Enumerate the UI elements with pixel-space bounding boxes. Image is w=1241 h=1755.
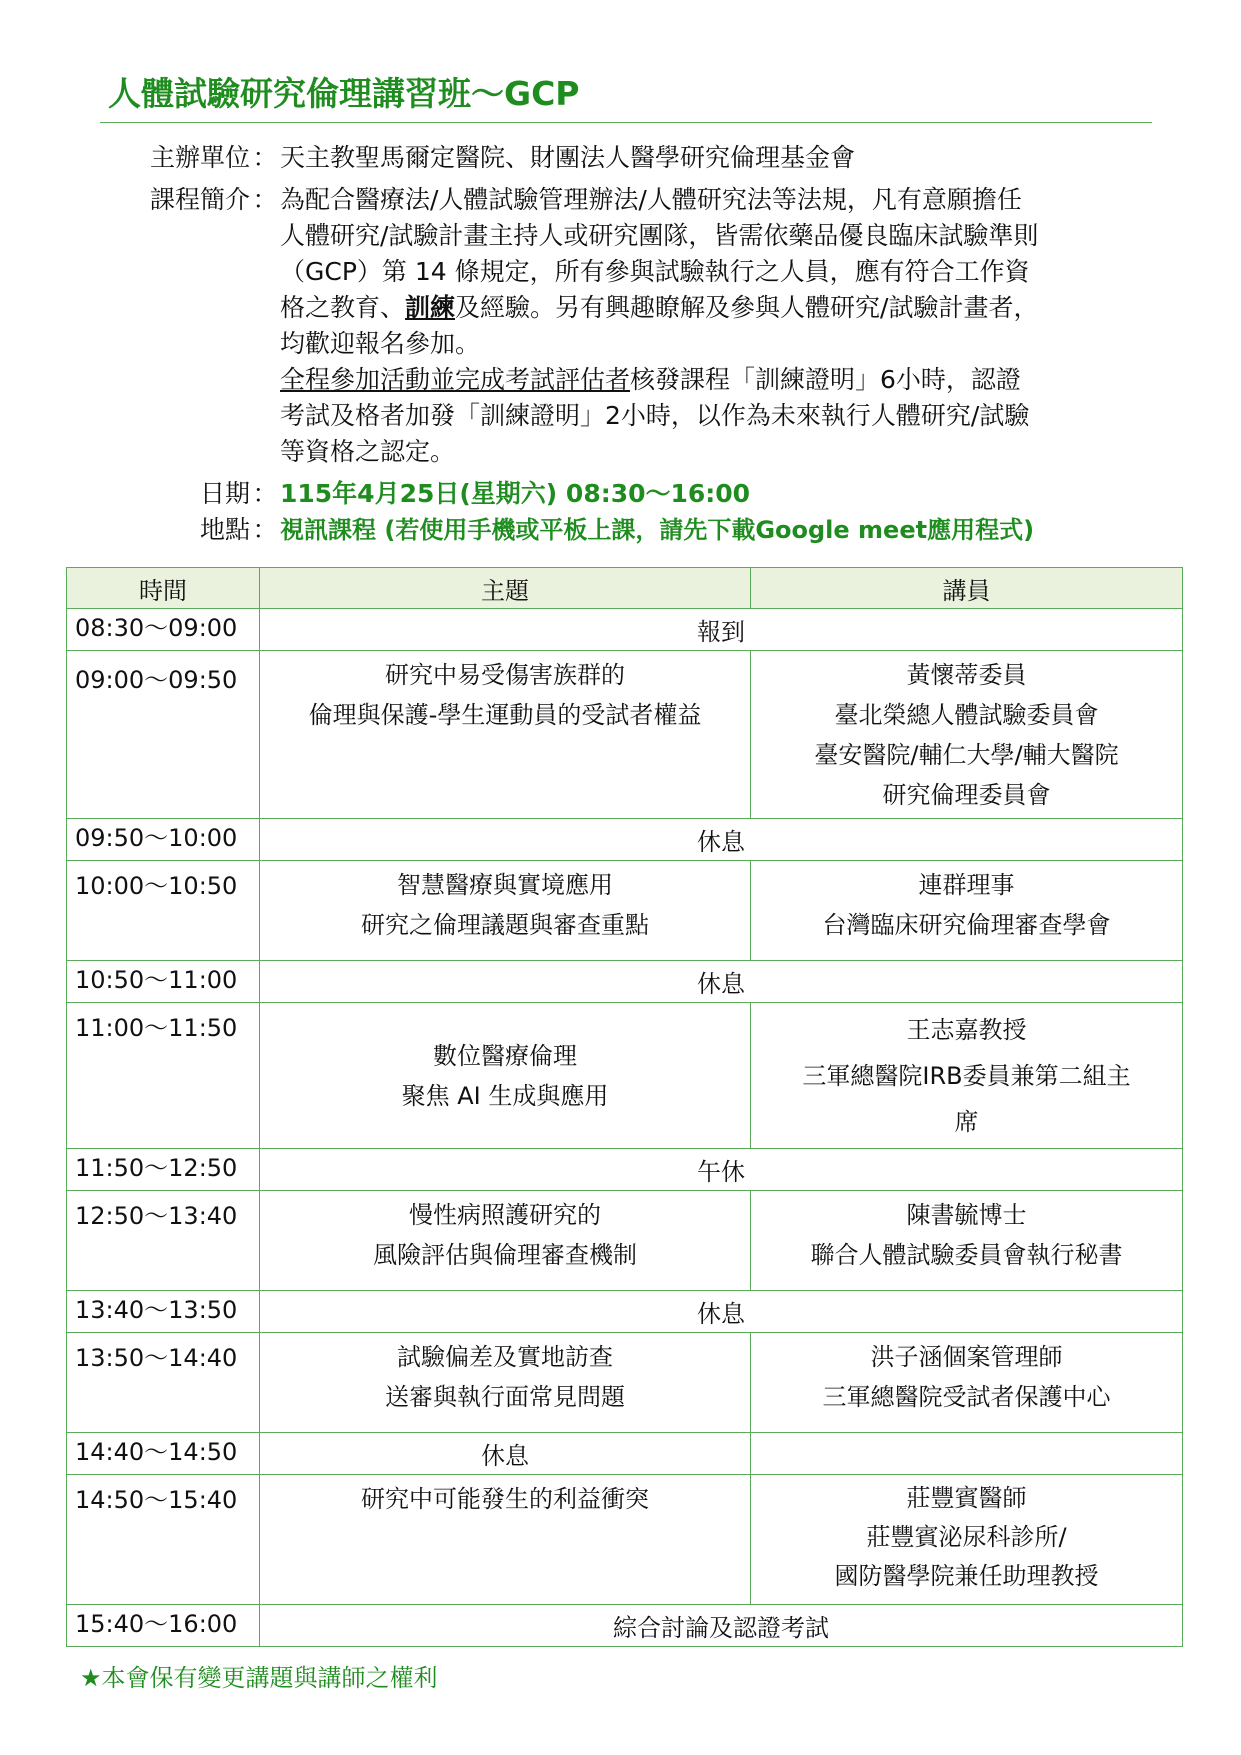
speaker-line: 洪子涵個案管理師: [870, 1343, 1063, 1371]
speaker-cell: [751, 1333, 1183, 1433]
table-row: [67, 1475, 1183, 1605]
topic-cell: 研究中可能發生的利益衝突: [260, 1475, 751, 1605]
table-row: [67, 861, 1183, 961]
table-row: [67, 1291, 1183, 1333]
topic-cell: [260, 651, 751, 819]
time-cell: 13:50～14:40: [67, 1333, 260, 1433]
intro-text-part: 格之教育、: [280, 293, 406, 322]
intro-label: 課程簡介: [149, 185, 250, 214]
speaker-cell: [751, 1003, 1183, 1149]
footnote: ★本會保有變更講題與講師之權利: [80, 1664, 438, 1692]
intro-line: （GCP）第 14 條規定，所有參與試驗執行之人員，應有符合工作資: [280, 257, 1030, 286]
speaker-cell: [751, 1191, 1183, 1291]
topic-line: 數位醫療倫理: [433, 1041, 577, 1070]
header-topic: 主題: [260, 568, 751, 609]
speaker-line: 陳書毓博士: [906, 1201, 1027, 1229]
intro-row: [100, 182, 1160, 470]
training-emphasis: 訓練: [405, 293, 456, 322]
speaker-cell: [751, 1433, 1183, 1475]
cert-text-part: 核發課程「訓練證明」6小時，認證: [630, 365, 1021, 394]
venue-value: 視訊課程 (若使用手機或平板上課，請先下載Google meet應用程式): [280, 516, 1035, 544]
speaker-line: 王志嘉教授: [906, 1015, 1027, 1044]
speaker-line: 三軍總醫院受試者保護中心: [822, 1383, 1111, 1411]
colon: ：: [252, 143, 278, 172]
time-cell: 09:50～10:00: [67, 819, 260, 861]
topic-line: 智慧醫療與實境應用: [397, 871, 613, 899]
speaker-line: 臺安醫院/輔仁大學/輔大醫院: [814, 741, 1119, 769]
header-speaker: 講員: [751, 568, 1183, 609]
intro-line: 均歡迎報名參加。: [280, 329, 481, 358]
table-row: [67, 819, 1183, 861]
course-info: [100, 140, 1160, 548]
time-cell: 12:50～13:40: [67, 1191, 260, 1291]
event-cell: 休息: [260, 961, 1183, 1003]
schedule-table: [66, 567, 1183, 1647]
speaker-line: 黃懷蒂委員: [906, 661, 1027, 689]
time-cell: 13:40～13:50: [67, 1291, 260, 1333]
event-cell: 休息: [260, 1291, 1183, 1333]
speaker-line: 席: [954, 1107, 979, 1136]
time-cell: 09:00～09:50: [67, 651, 260, 819]
colon: ：: [252, 479, 278, 508]
speaker-line: 國防醫學院兼任助理教授: [834, 1562, 1099, 1590]
speaker-line: 臺北榮總人體試驗委員會: [834, 701, 1099, 729]
table-row: [67, 1149, 1183, 1191]
venue-row: [100, 512, 1160, 548]
speaker-cell: [751, 1475, 1183, 1605]
table-row: [67, 651, 1183, 819]
header-time: 時間: [67, 568, 260, 609]
topic-line: 研究中易受傷害族群的: [385, 661, 625, 689]
topic-cell: [260, 1003, 751, 1149]
topic-line: 倫理與保護-學生運動員的受試者權益: [308, 701, 702, 729]
table-row: [67, 961, 1183, 1003]
time-cell: 14:40～14:50: [67, 1433, 260, 1475]
cert-line: [280, 362, 1160, 398]
intro-text-part: 及經驗。另有興趣瞭解及參與人體研究/試驗計畫者，: [455, 293, 1039, 322]
table-row: [67, 1191, 1183, 1291]
speaker-line: 莊豐賓泌尿科診所/: [866, 1523, 1067, 1551]
speaker-line: 台灣臨床研究倫理審查學會: [822, 911, 1111, 939]
date-row: [100, 476, 1160, 512]
time-cell: 14:50～15:40: [67, 1475, 260, 1605]
topic-line: 試驗偏差及實地訪查: [397, 1343, 613, 1371]
topic-line: 慢性病照護研究的: [409, 1201, 601, 1229]
speaker-line: 莊豐賓醫師: [906, 1484, 1027, 1512]
topic-line: 送審與執行面常見問題: [385, 1383, 625, 1411]
table-header-row: [67, 568, 1183, 609]
table-row: [67, 1433, 1183, 1475]
colon: ：: [252, 515, 278, 544]
topic-line: 風險評估與倫理審查機制: [373, 1241, 637, 1269]
organizer-label: 主辦單位: [149, 143, 250, 172]
event-cell: 綜合討論及認證考試: [260, 1605, 1183, 1647]
topic-line: 聚焦 AI 生成與應用: [401, 1081, 609, 1110]
organizer-row: [100, 140, 1160, 176]
time-cell: 11:50～12:50: [67, 1149, 260, 1191]
intro-line: 為配合醫療法/人體試驗管理辦法/人體研究法等法規，凡有意願擔任: [280, 185, 1022, 214]
intro-line: 人體研究/試驗計畫主持人或研究團隊，皆需依藥品優良臨床試驗準則: [280, 221, 1039, 250]
table-row: [67, 609, 1183, 651]
organizer-value: 天主教聖馬爾定醫院、財團法人醫學研究倫理基金會: [280, 143, 856, 172]
speaker-cell: [751, 861, 1183, 961]
time-cell: 08:30～09:00: [67, 609, 260, 651]
event-cell: 報到: [260, 609, 1183, 651]
speaker-line: 連群理事: [918, 871, 1015, 899]
cert-line: 等資格之認定。: [280, 437, 456, 466]
time-cell: 15:40～16:00: [67, 1605, 260, 1647]
topic-cell: [260, 861, 751, 961]
event-cell: 午休: [260, 1149, 1183, 1191]
time-cell: 11:00～11:50: [67, 1003, 260, 1149]
topic-cell: [260, 1333, 751, 1433]
date-label: 日期: [199, 479, 250, 508]
cert-line: 考試及格者加發「訓練證明」2小時，以作為未來執行人體研究/試驗: [280, 401, 1030, 430]
cert-underlined: 全程參加活動並完成考試評估者: [280, 365, 631, 394]
intro-text: [280, 182, 1160, 470]
time-cell: 10:50～11:00: [67, 961, 260, 1003]
event-cell: 休息: [260, 819, 1183, 861]
table-row: [67, 1003, 1183, 1149]
speaker-line: 聯合人體試驗委員會執行秘書: [810, 1241, 1123, 1269]
table-row: [67, 1333, 1183, 1433]
speaker-line: 三軍總醫院IRB委員兼第二組主: [802, 1061, 1131, 1090]
topic-cell: [260, 1191, 751, 1291]
topic-line: 研究之倫理議題與審查重點: [361, 911, 649, 939]
topic-cell: 休息: [260, 1433, 751, 1475]
page-title: 人體試驗研究倫理講習班～GCP: [108, 74, 580, 113]
speaker-cell: [751, 651, 1183, 819]
intro-line: [280, 290, 1160, 326]
date-value: 115年4月25日(星期六) 08:30～16:00: [280, 479, 751, 508]
title-divider: [100, 122, 1152, 123]
speaker-line: 研究倫理委員會: [882, 781, 1051, 809]
venue-label: 地點: [199, 515, 250, 544]
table-row: [67, 1605, 1183, 1647]
colon: ：: [252, 185, 278, 214]
time-cell: 10:00～10:50: [67, 861, 260, 961]
